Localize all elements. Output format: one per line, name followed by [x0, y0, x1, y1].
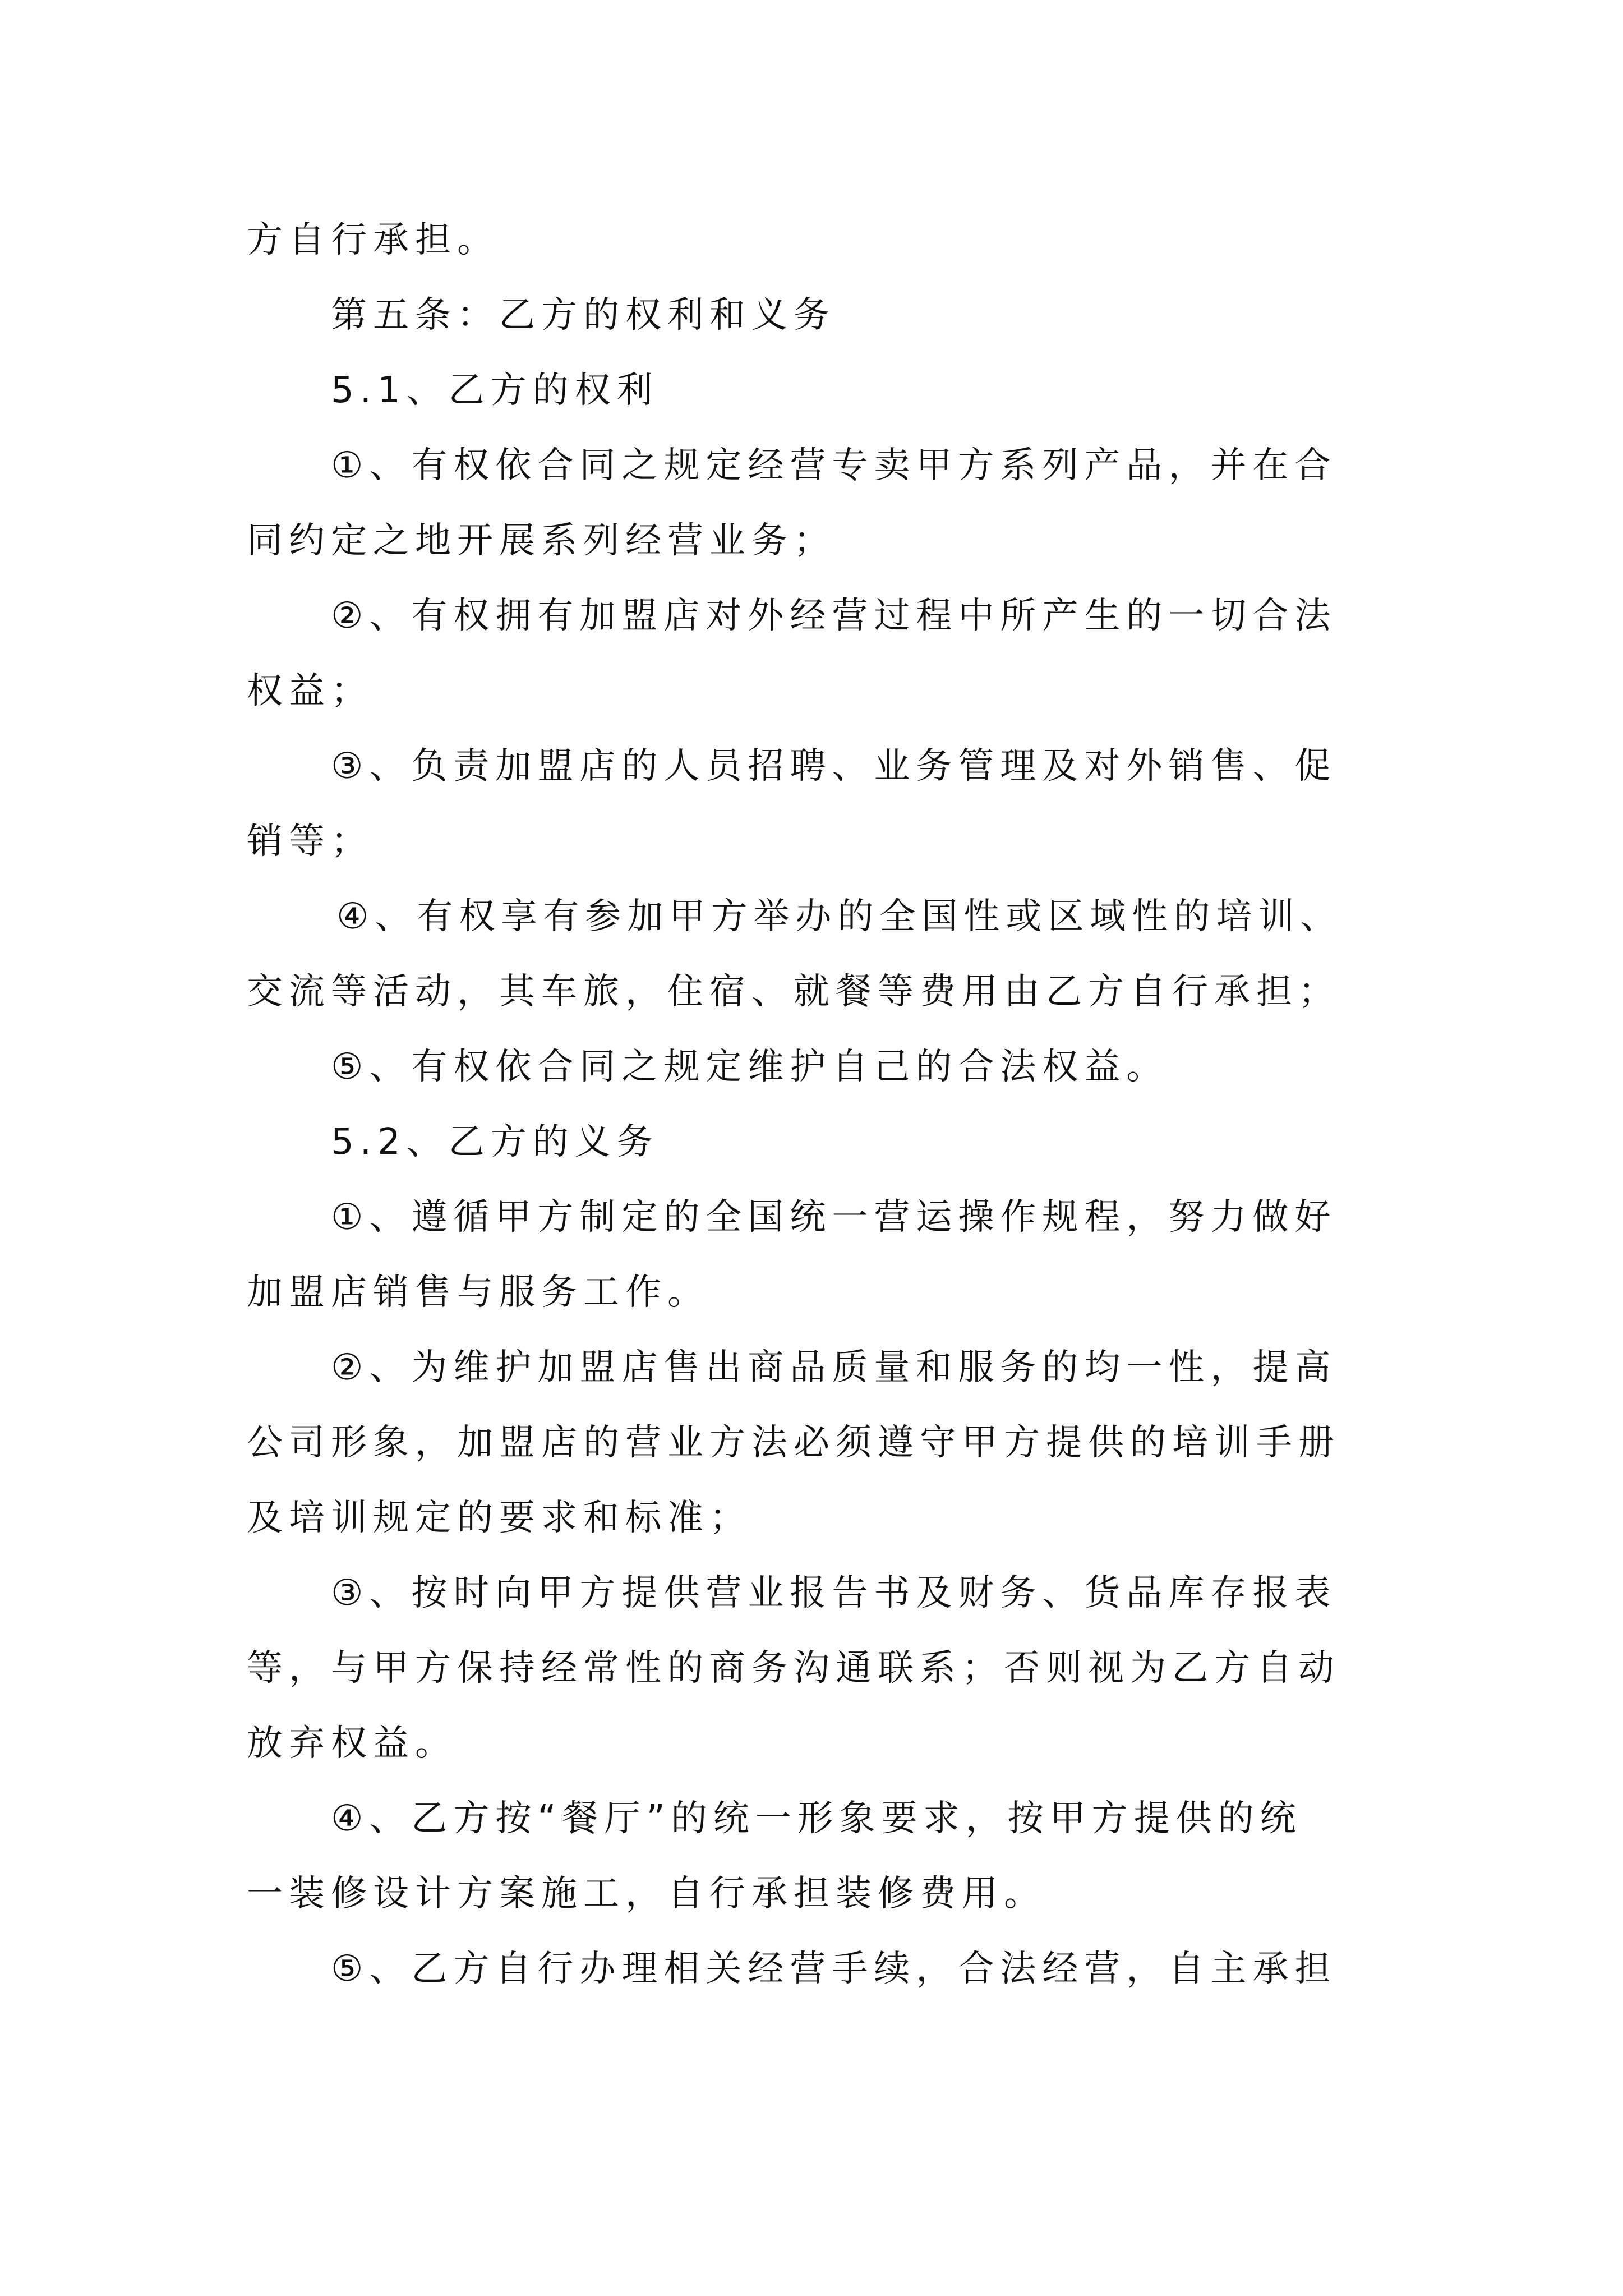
- section-heading: 5.1、乙方的权利: [331, 370, 659, 411]
- text-line: ①、遵循甲方制定的全国统一营运操作规程，努力做好: [331, 1197, 1337, 1238]
- text-line: ②、有权拥有加盟店对外经营过程中所产生的一切合法: [331, 595, 1337, 637]
- text-line: ③、按时向甲方提供营业报告书及财务、货品库存报表: [331, 1572, 1337, 1614]
- article-heading: 第五条：乙方的权利和义务: [331, 295, 836, 336]
- text-line: 等，与甲方保持经常性的商务沟通联系；否则视为乙方自动: [247, 1648, 1340, 1689]
- text-line: 同约定之地开展系列经营业务；: [247, 520, 836, 562]
- section-heading: 5.2、乙方的义务: [331, 1121, 659, 1163]
- text-line: 一装修设计方案施工，自行承担装修费用。: [247, 1873, 1046, 1915]
- text-line: 交流等活动，其车旅，住宿、就餐等费用由乙方自行承担；: [247, 971, 1340, 1013]
- text-line: ⑤、有权依合同之规定维护自己的合法权益。: [331, 1046, 1169, 1088]
- text-line: ④、有权享有参加甲方举办的全国性或区域性的培训、: [336, 896, 1343, 937]
- text-line: 方自行承担。: [247, 219, 499, 261]
- text-line: 及培训规定的要求和标准；: [247, 1497, 751, 1539]
- text-line: ③、负责加盟店的人员招聘、业务管理及对外销售、促: [331, 746, 1337, 787]
- text-line: 加盟店销售与服务工作。: [247, 1272, 709, 1313]
- text-line: 公司形象，加盟店的营业方法必须遵守甲方提供的培训手册: [247, 1422, 1340, 1464]
- text-line: ②、为维护加盟店售出商品质量和服务的均一性，提高: [331, 1347, 1337, 1388]
- text-line: 权益；: [247, 670, 373, 712]
- text-line: 销等；: [247, 821, 373, 862]
- text-line: 放弃权益。: [247, 1723, 457, 1764]
- text-line: ④、乙方按“餐厅”的统一形象要求，按甲方提供的统: [331, 1798, 1302, 1839]
- text-line: ①、有权依合同之规定经营专卖甲方系列产品，并在合: [331, 445, 1337, 486]
- text-line: ⑤、乙方自行办理相关经营手续，合法经营，自主承担: [331, 1948, 1337, 1990]
